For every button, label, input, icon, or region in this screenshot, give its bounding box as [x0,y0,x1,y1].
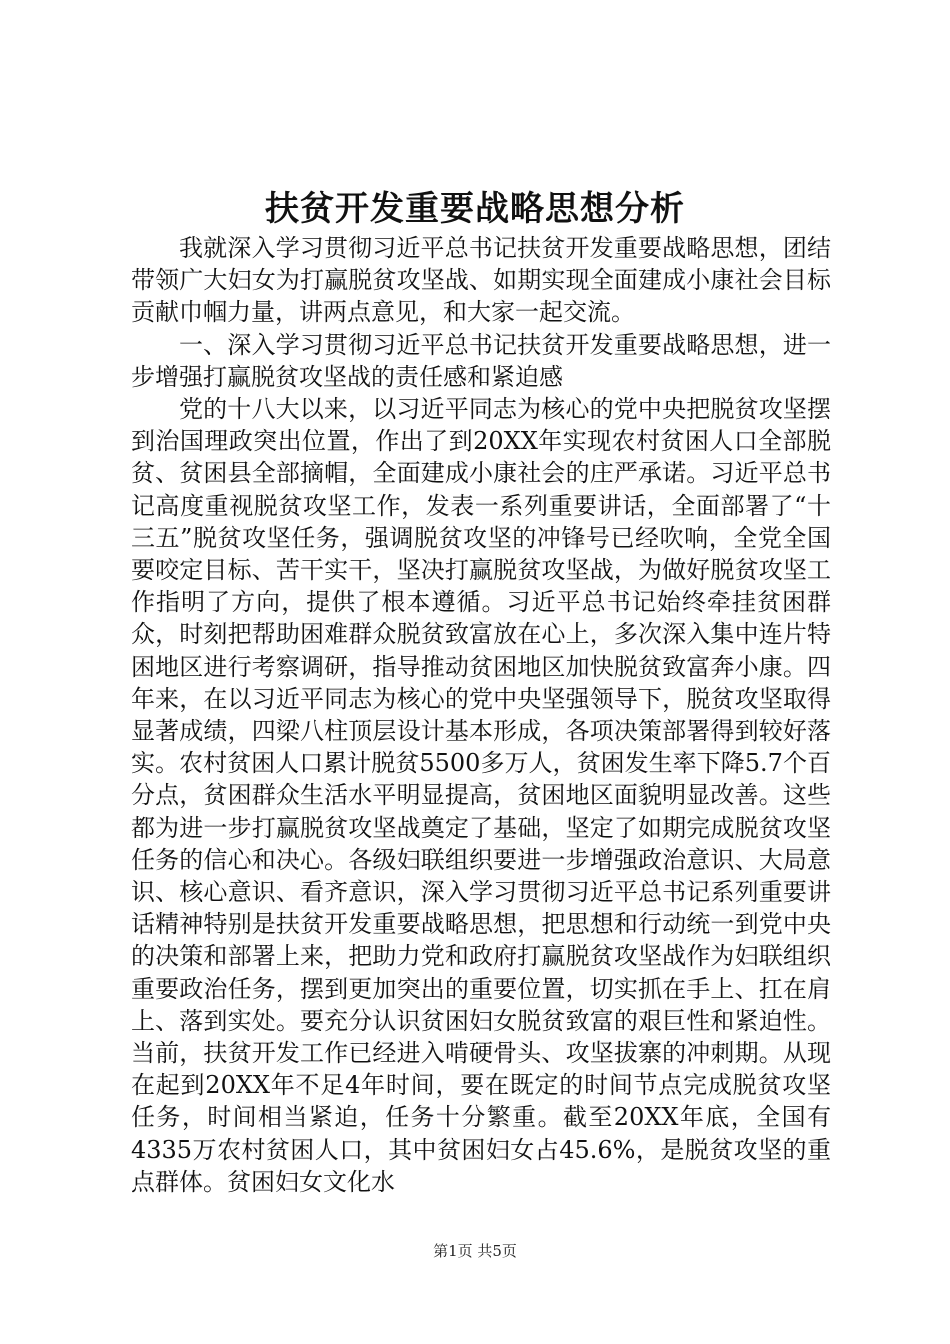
page-number-footer: 第1页 共5页 [433,1242,517,1260]
document-title: 扶贫开发重要战略思想分析 [265,189,685,229]
paragraph-intro: 我就深入学习贯彻习近平总书记扶贫开发重要战略思想，团结带领广大妇女为打赢脱贫攻坚战、如期实现全面建成小康社会目标贡献巾帼力量，讲两点意见，和大家一起交流。 [131,234,831,327]
document-body [131,232,831,1198]
section-heading-one: 一、深入学习贯彻习近平总书记扶贫开发重要战略思想，进一步增强打赢脱贫攻坚战的责任感和紧迫感 [131,330,831,391]
paragraph-main: 党的十八大以来，以习近平同志为核心的党中央把脱贫攻坚摆到治国理政突出位置，作出了到20XX年实现农村贫困人口全部脱贫、贫困县全部摘帽，全面建成小康社会的庄严承诺。习近平总书记高度重视脱贫攻坚工作，发表一系列重要讲话，全面部署了“十三五”脱贫攻坚任务，强调脱贫攻坚的冲锋号已经吹响，全党全国要咬定目标、苦干实干，坚决打赢脱贫攻坚战，为做好脱贫攻坚工作指明了方向，提供了根本遵循。习近平总书记始终牵挂贫困群众，时刻把帮助困难群众脱贫致富放在心上，多次深入集中连片特困地区进行考察调研，指导推动贫困地区加快脱贫致富奔小康。四年来，在以习近平同志为核心的党中央坚强领导下，脱贫攻坚取得显著成绩，四梁八柱顶层设计基本形成，各项决策部署得到较好落实。农村贫困人口累计脱贫5500多万人，贫困发生率下降5.7个百分点，贫困群众生活水平明显提高，贫困地区面貌明显改善。这些都为进一步打赢脱贫攻坚战奠定了基础，坚定了如期完成脱贫攻坚任务的信心和决心。各级妇联组织要进一步增强政治意识、大局意识、核心意识、看齐意识，深入学习贯彻习近平总书记系列重要讲话精神特别是扶贫开发重要战略思想，把思想和行动统一到党中央的决策和部署上来，把助力党和政府打赢脱贫攻坚战作为妇联组织重要政治任务，摆到更加突出的重要位置，切实抓在手上、扛在肩上、落到实处。要充分认识贫困妇女脱贫致富的艰巨性和紧迫性。当前，扶贫开发工作已经进入啃硬骨头、攻坚拔寨的冲刺期。从现在起到20XX年不足4年时间，要在既定的时间节点完成脱贫攻坚任务，时间相当紧迫，任务十分繁重。截至20XX年底，全国有4335万农村贫困人口，其中贫困妇女占45.6%，是脱贫攻坚的重点群体。贫困妇女文化水 [131,395,831,1196]
